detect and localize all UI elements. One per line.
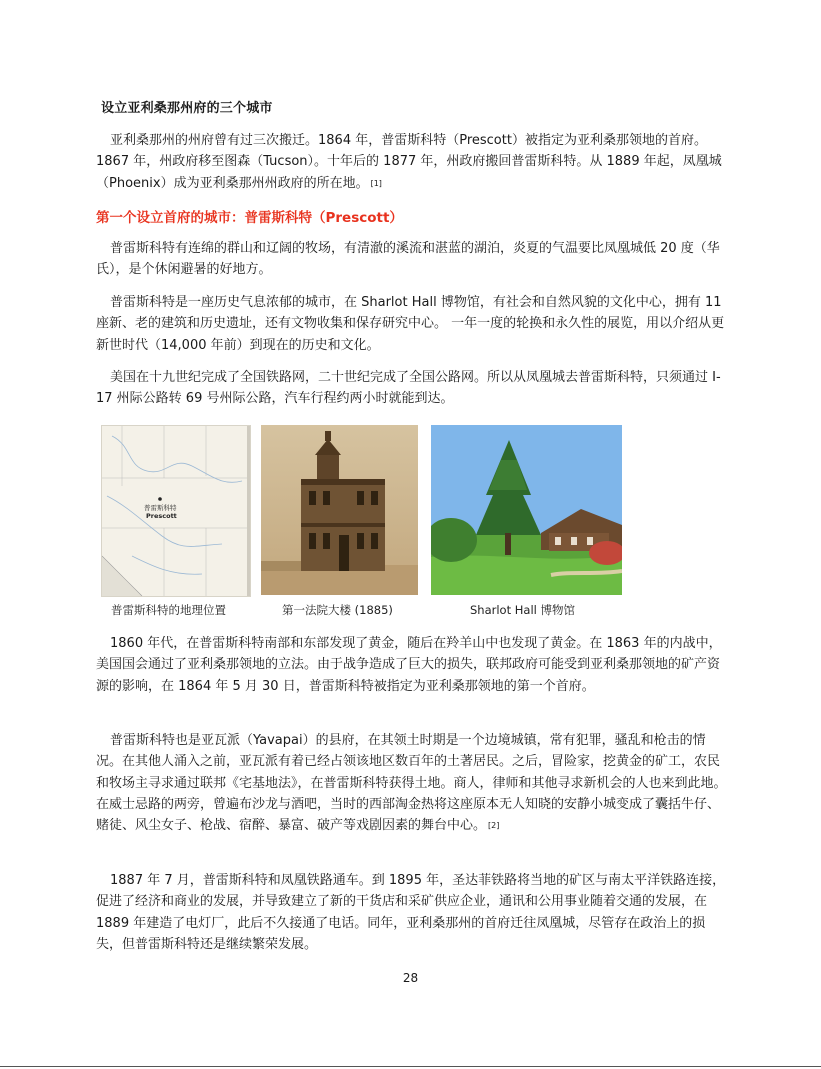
footnote-ref-2[interactable]: [2] — [488, 821, 500, 831]
courthouse-graphic — [261, 425, 418, 595]
museum-graphic — [431, 425, 622, 595]
prescott-location-map — [101, 425, 251, 597]
caption-map: 普雷斯科特的地理位置 — [111, 603, 226, 617]
map-label-en: Prescott — [146, 512, 177, 520]
transport-paragraph: 美国在十九世纪完成了全国铁路网，二十世纪完成了全国公路网。所以从凤凰城去普雷斯科特，只须通过 I-17 州际公路转 69 号州际公路，汽车行程约两小时就能到达。 — [96, 370, 721, 407]
page-number: 28 — [402, 971, 419, 985]
caption-museum: Sharlot Hall 博物馆 — [470, 603, 575, 617]
yavapai-text: 普雷斯科特也是亚瓦派（Yavapai）的县府，在其领土时期是一个边境城镇，常有犯罪，骚乱和枪击的情况。在其他人涌入之前，亚瓦派有着已经占领该地区数百年的土著居民。之后，冒险家，挖黄金的矿工，农民和牧场主寻求通过联邦《宅基地法》，在普雷斯科特获得土地。商人，律师和其他寻求新机会的人也来到此地。在威士忌路的两旁，曾遍布沙龙与酒吧，当时的西部淘金热将这座原本无人知晓的安静小城变成了囊括牛仔、赌徒、风尘女子、枪战、宿醉、暴富、破产等戏剧因素的舞台中心。 — [96, 733, 727, 834]
railroad-paragraph: 1887 年 7 月，普雷斯科特和凤凰铁路通车。到 1895 年，圣达菲铁路将当地的矿区与南太平洋铁路连接，促进了经济和商业的发展，并导致建立了新的干货店和采矿供应企业，通讯和公用事业随着交通的发展，在 1889 年建造了电灯厂，此后不久接通了电话。同年，亚利桑那州的首府迁往凤凰城，尽管存在政治上的损失，但普雷斯科特还是继续繁荣发展。 — [96, 873, 726, 952]
landscape-paragraph: 普雷斯科特有连绵的群山和辽阔的牧场，有清澈的溪流和湛蓝的湖泊，炎夏的气温要比凤凰城低 20 度（华氏），是个休闲避暑的好地方。 — [96, 241, 720, 278]
intro-text: 亚利桑那州的州府曾有过三次搬迁。1864 年，普雷斯科特（Prescott）被指定为亚利桑那领地的首府。1867 年，州政府移至图森（Tucson）。十年后的 1877 年，州政府搬回普雷斯科特。从 1889 年起，凤凰城（Phoenix）成为亚利桑那州州政府的所在地。 — [96, 133, 722, 191]
bottom-divider — [0, 1066, 821, 1067]
map-label-cn: 普雷斯科特 — [144, 504, 177, 512]
museum-photo — [431, 425, 622, 595]
gold-paragraph: 1860 年代，在普雷斯科特南部和东部发现了黄金，随后在羚羊山中也发现了黄金。在 1863 年的内战中，美国国会通过了亚利桑那领地的立法。由于战争造成了巨大的损失，联邦政府可能受到亚利桑那领地的矿产资源的影响，在 1864 年 5 月 30 日，普雷斯科特被指定为亚利桑那领地的第一个首府。 — [96, 636, 722, 694]
courthouse-photo — [261, 425, 418, 595]
section-title: 第一个设立首府的城市：普雷斯科特（Prescott） — [96, 210, 403, 226]
intro-paragraph — [96, 130, 728, 194]
footnote-ref-1[interactable]: [1] — [370, 178, 382, 188]
caption-courthouse: 第一法院大楼 (1885) — [282, 603, 393, 617]
page-heading: 设立亚利桑那州府的三个城市 — [101, 101, 273, 116]
yavapai-paragraph — [96, 730, 728, 836]
history-paragraph: 普雷斯科特是一座历史气息浓郁的城市，在 Sharlot Hall 博物馆，有社会和自然风貌的文化中心，拥有 11 座新、老的建筑和历史遗址，还有文物收集和保存研究中心。 一年一度的轮换和永久性的展览，用以介绍从更新世时代（14,000 年前）到现在的历史和文化。 — [96, 295, 725, 353]
